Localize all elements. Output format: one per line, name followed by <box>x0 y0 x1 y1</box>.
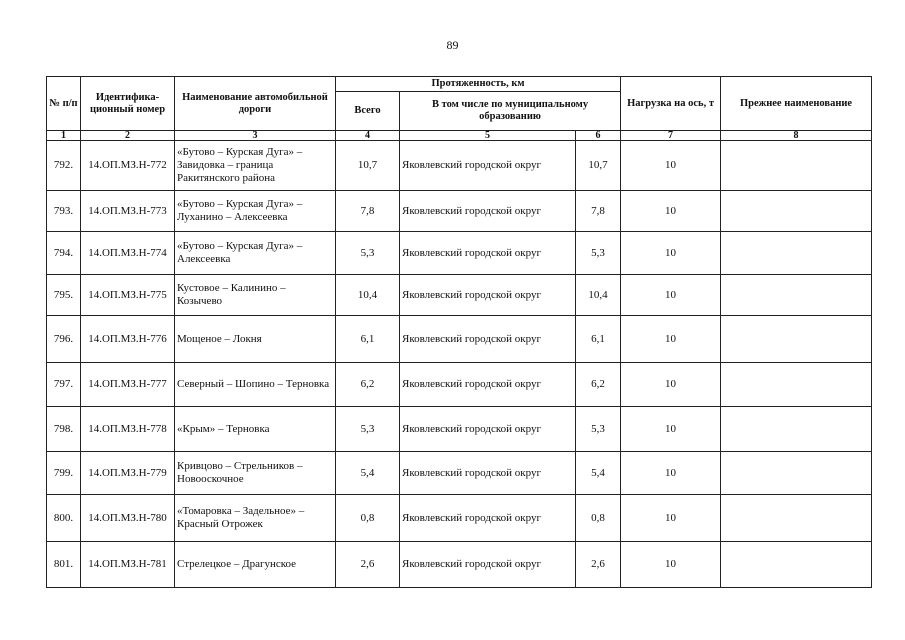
table-row <box>47 542 872 588</box>
row-number: 800. <box>47 495 81 542</box>
row-number: 793. <box>47 191 81 232</box>
axle-load: 10 <box>621 407 721 452</box>
municipality: Яковлевский городской округ <box>400 495 576 542</box>
road-name: «Бутово – Курская Дуга» – Завидовка – граница Ракитянского района <box>175 141 336 191</box>
total-length: 10,7 <box>336 141 400 191</box>
column-numbers-row <box>47 131 872 141</box>
header-municipal: В том числе по муниципальному образованию <box>400 92 621 131</box>
axle-load: 10 <box>621 141 721 191</box>
column-number: 2 <box>81 131 175 141</box>
municipal-length: 6,1 <box>576 316 621 363</box>
table-row <box>47 452 872 495</box>
page-number: 89 <box>446 38 459 52</box>
axle-load: 10 <box>621 316 721 363</box>
municipal-length: 6,2 <box>576 363 621 407</box>
axle-load: 10 <box>621 191 721 232</box>
total-length: 5,3 <box>336 407 400 452</box>
municipality: Яковлевский городской округ <box>400 275 576 316</box>
axle-load: 10 <box>621 495 721 542</box>
table-row <box>47 141 872 191</box>
road-id: 14.ОП.МЗ.Н-774 <box>81 232 175 275</box>
road-name: Мощеное – Локня <box>175 316 336 363</box>
previous-name <box>721 275 872 316</box>
column-number: 7 <box>621 131 721 141</box>
table-row <box>47 363 872 407</box>
header-name: Наименование автомобильной дороги <box>175 77 336 131</box>
municipal-length: 0,8 <box>576 495 621 542</box>
road-name: Стрелецкое – Драгунское <box>175 542 336 588</box>
municipality: Яковлевский городской округ <box>400 141 576 191</box>
column-number: 5 <box>400 131 576 141</box>
previous-name <box>721 316 872 363</box>
total-length: 5,3 <box>336 232 400 275</box>
row-number: 794. <box>47 232 81 275</box>
axle-load: 10 <box>621 542 721 588</box>
road-id: 14.ОП.МЗ.Н-779 <box>81 452 175 495</box>
municipality: Яковлевский городской округ <box>400 407 576 452</box>
municipality: Яковлевский городской округ <box>400 452 576 495</box>
road-id: 14.ОП.МЗ.Н-775 <box>81 275 175 316</box>
column-number: 3 <box>175 131 336 141</box>
table-row <box>47 275 872 316</box>
row-number: 799. <box>47 452 81 495</box>
row-number: 795. <box>47 275 81 316</box>
table-row <box>47 232 872 275</box>
municipal-length: 10,4 <box>576 275 621 316</box>
municipality: Яковлевский городской округ <box>400 542 576 588</box>
header-no: № п/п <box>47 77 81 131</box>
municipality: Яковлевский городской округ <box>400 232 576 275</box>
previous-name <box>721 141 872 191</box>
road-id: 14.ОП.МЗ.Н-778 <box>81 407 175 452</box>
table-row <box>47 495 872 542</box>
road-name: Кустовое – Калинино – Козычево <box>175 275 336 316</box>
column-number: 1 <box>47 131 81 141</box>
road-id: 14.ОП.МЗ.Н-777 <box>81 363 175 407</box>
municipal-length: 10,7 <box>576 141 621 191</box>
total-length: 7,8 <box>336 191 400 232</box>
total-length: 0,8 <box>336 495 400 542</box>
road-name: «Бутово – Курская Дуга» – Алексеевка <box>175 232 336 275</box>
road-name: Кривцово – Стрельников – Новооскочное <box>175 452 336 495</box>
road-id: 14.ОП.МЗ.Н-773 <box>81 191 175 232</box>
total-length: 6,1 <box>336 316 400 363</box>
header-id: Идентифика- ционный номер <box>81 77 175 131</box>
road-name: «Бутово – Курская Дуга» – Луханино – Алексеевка <box>175 191 336 232</box>
municipal-length: 7,8 <box>576 191 621 232</box>
total-length: 6,2 <box>336 363 400 407</box>
column-number: 6 <box>576 131 621 141</box>
previous-name <box>721 542 872 588</box>
previous-name <box>721 495 872 542</box>
row-number: 801. <box>47 542 81 588</box>
table-row <box>47 191 872 232</box>
road-id: 14.ОП.МЗ.Н-772 <box>81 141 175 191</box>
municipal-length: 5,3 <box>576 232 621 275</box>
row-number: 798. <box>47 407 81 452</box>
municipal-length: 5,4 <box>576 452 621 495</box>
previous-name <box>721 407 872 452</box>
road-id: 14.ОП.МЗ.Н-776 <box>81 316 175 363</box>
row-number: 797. <box>47 363 81 407</box>
axle-load: 10 <box>621 275 721 316</box>
municipal-length: 5,3 <box>576 407 621 452</box>
municipality: Яковлевский городской округ <box>400 191 576 232</box>
total-length: 2,6 <box>336 542 400 588</box>
previous-name <box>721 191 872 232</box>
row-number: 796. <box>47 316 81 363</box>
table-row <box>47 407 872 452</box>
road-id: 14.ОП.МЗ.Н-781 <box>81 542 175 588</box>
previous-name <box>721 363 872 407</box>
road-name: «Крым» – Терновка <box>175 407 336 452</box>
road-name: Северный – Шопино – Терновка <box>175 363 336 407</box>
header-load: Нагрузка на ось, т <box>621 77 721 131</box>
axle-load: 10 <box>621 363 721 407</box>
row-number: 792. <box>47 141 81 191</box>
municipality: Яковлевский городской округ <box>400 316 576 363</box>
total-length: 10,4 <box>336 275 400 316</box>
municipality: Яковлевский городской округ <box>400 363 576 407</box>
previous-name <box>721 452 872 495</box>
header-total: Всего <box>336 92 400 131</box>
table-body <box>47 141 872 588</box>
column-number: 4 <box>336 131 400 141</box>
previous-name <box>721 232 872 275</box>
road-name: «Томаровка – Задельное» – Красный Отрожек <box>175 495 336 542</box>
axle-load: 10 <box>621 452 721 495</box>
header-prev-name: Прежнее наименование <box>721 77 872 131</box>
axle-load: 10 <box>621 232 721 275</box>
header-length-group: Протяженность, км <box>336 77 621 92</box>
table-row <box>47 316 872 363</box>
roads-table <box>46 76 872 588</box>
municipal-length: 2,6 <box>576 542 621 588</box>
total-length: 5,4 <box>336 452 400 495</box>
column-number: 8 <box>721 131 872 141</box>
road-id: 14.ОП.МЗ.Н-780 <box>81 495 175 542</box>
